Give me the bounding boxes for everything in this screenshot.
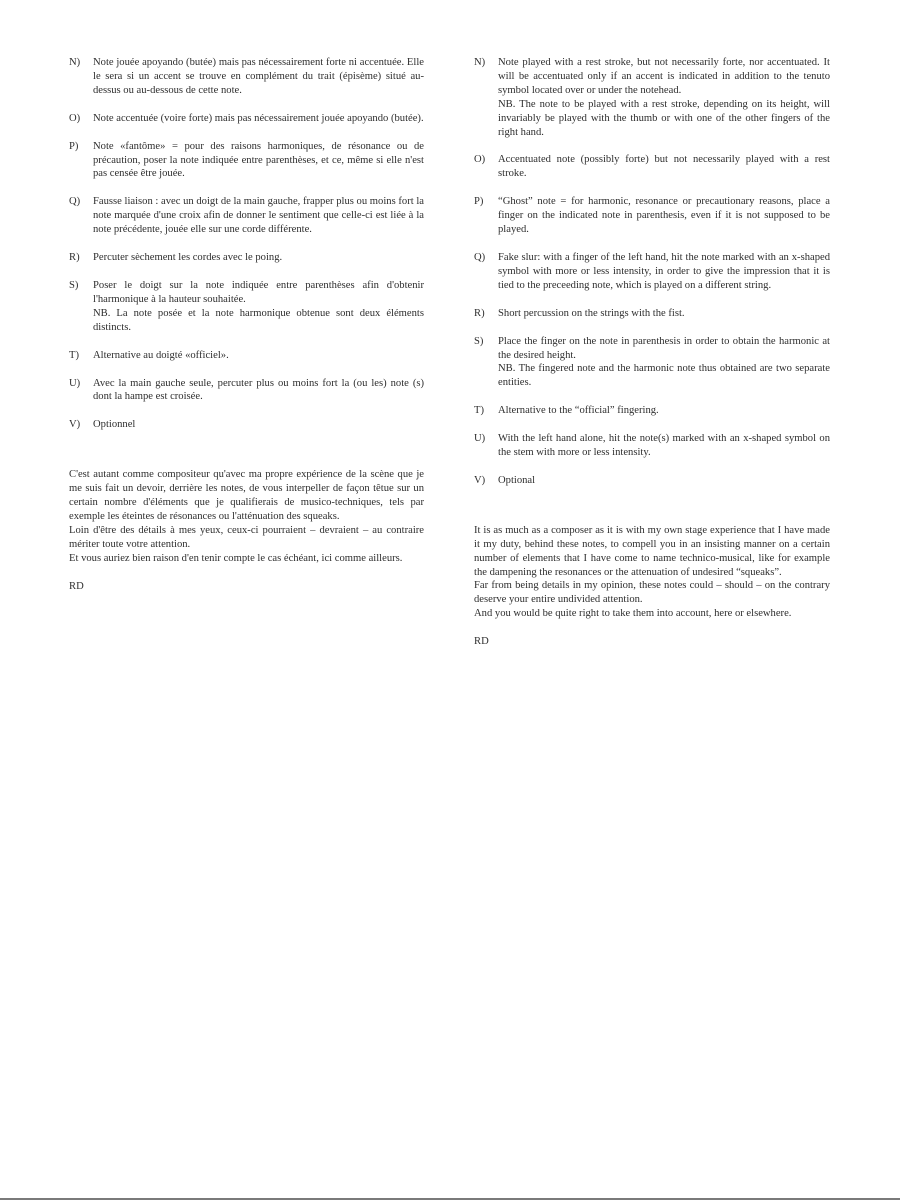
closing-paragraph: Far from being details in my opinion, these notes could – should – on the contrary deserve your entire undivided attention.: [474, 580, 830, 606]
note-letter: P): [69, 140, 79, 152]
note-text: [93, 279, 424, 335]
note-letter: O): [474, 154, 486, 166]
note-letter: P): [474, 196, 484, 208]
note-letter: T): [69, 349, 79, 361]
note-text: [93, 349, 424, 363]
english-closing: [474, 524, 830, 621]
closing-paragraph: Et vous auriez bien raison d'en tenir compte le cas échéant, ici comme ailleurs.: [69, 552, 403, 564]
english-notes-list: [474, 56, 830, 488]
note-line: “Ghost” note = for harmonic, resonance or precautionary reasons, place a finger on the indicated note in parenthesis, even if it is not supposed to be played.: [498, 196, 830, 236]
english-note-v: [474, 474, 830, 488]
note-line: Avec la main gauche seule, percuter plus ou moins fort la (ou les) note (s) dont la hampe est croisée.: [93, 377, 424, 403]
french-note-n: [69, 56, 424, 98]
note-text: [93, 418, 424, 432]
note-letter: N): [69, 57, 81, 68]
note-letter: R): [474, 307, 485, 319]
note-line: Fake slur: with a finger of the left hand, hit the note marked with an x-shaped symbol with more or less intensity, in order to give the impression that it is tied to the preceeding note, which is played on a different string.: [498, 251, 830, 291]
note-line: NB. The note to be played with a rest stroke, depending on its height, will invariably be played with the thumb or with one of the other fingers of the right hand.: [498, 98, 830, 138]
note-text: [498, 56, 830, 139]
french-note-u: [69, 377, 424, 405]
note-text: [93, 195, 424, 237]
french-closing: [69, 468, 424, 565]
french-note-r: [69, 251, 424, 265]
note-line: NB. The fingered note and the harmonic note thus obtained are two separate entities.: [498, 363, 830, 389]
note-text: [498, 404, 830, 418]
note-letter: Q): [69, 196, 81, 208]
note-line: Optionnel: [93, 419, 136, 431]
english-note-o: [474, 153, 830, 181]
english-note-t: [474, 404, 830, 418]
note-line: Note accentuée (voire forte) mais pas nécessairement jouée apoyando (butée).: [93, 112, 424, 124]
note-text: [498, 251, 830, 293]
closing-paragraph: C'est autant comme compositeur qu'avec ma propre expérience de la scène que je me suis fait un devoir, derrière les notes, de vous interpeller de façon têtue sur un certain nombre d'éléments que je qualifierais de musico-techniques, tels par exemple les éteintes de résonances ou l'atténuation des squeaks.: [69, 469, 424, 522]
english-note-n: [474, 56, 830, 139]
note-line: Place the finger on the note in parenthesis in order to obtain the harmonic at the desired height.: [498, 335, 830, 361]
note-text: [498, 153, 830, 181]
note-text: [93, 251, 424, 265]
note-line: Note «fantôme» = pour des raisons harmoniques, de résonance ou de précaution, poser la note indiquée entre parenthèses, et ce, même si elle n'est pas censée être jouée.: [93, 140, 424, 180]
closing-paragraph: It is as much as a composer as it is with my own stage experience that I have made it my duty, behind these notes, to compell you in an insisting manner on a certain number of elements that I have come to name technico-musical, like for example the dampening the resonances or the attenuation of undesired “squeaks”.: [474, 524, 830, 578]
note-letter: S): [69, 279, 79, 291]
closing-paragraph: Loin d'être des détails à mes yeux, ceux-ci pourraient – devraient – au contraire mériter toute votre attention.: [69, 524, 424, 550]
french-note-p: [69, 140, 424, 182]
note-letter: Q): [474, 251, 486, 263]
french-notes-list: [69, 56, 424, 432]
french-signature: RD: [69, 580, 84, 592]
english-note-r: [474, 307, 830, 321]
english-note-p: [474, 195, 830, 237]
note-line: Alternative au doigté «officiel».: [93, 349, 229, 361]
french-column: [69, 56, 424, 593]
note-text: [93, 140, 424, 182]
note-text: [93, 56, 424, 98]
note-letter: T): [474, 405, 484, 417]
english-signature: RD: [474, 636, 489, 648]
english-note-s: [474, 335, 830, 391]
note-line: Alternative to the “official” fingering.: [498, 405, 659, 417]
english-note-q: [474, 251, 830, 293]
note-letter: V): [474, 474, 486, 486]
french-note-s: [69, 279, 424, 335]
english-column: [474, 56, 830, 649]
note-letter: U): [474, 433, 486, 445]
closing-paragraph: And you would be quite right to take them into account, here or elsewhere.: [474, 608, 792, 620]
note-line: NB. La note posée et la note harmonique obtenue sont deux éléments distincts.: [93, 307, 424, 333]
note-letter: R): [69, 252, 80, 264]
note-text: [498, 335, 830, 391]
french-note-t: [69, 349, 424, 363]
note-line: Short percussion on the strings with the fist.: [498, 307, 685, 319]
note-text: [498, 432, 830, 460]
note-line: Accentuated note (possibly forte) but not necessarily played with a rest stroke.: [498, 154, 830, 180]
note-line: Optional: [498, 474, 536, 486]
note-line: Fausse liaison : avec un doigt de la main gauche, frapper plus ou moins fort la note marquée d'une croix afin de donner le sentiment que celle-ci est liée à la note précédente, jouée elle sur une corde différente.: [93, 196, 424, 236]
note-text: [498, 474, 830, 488]
french-note-q: [69, 195, 424, 237]
french-note-o: [69, 112, 424, 126]
note-letter: U): [69, 377, 81, 389]
note-line: Note played with a rest stroke, but not necessarily forte, nor accentuated. It will be accentuated only if an accent is indicated in addition to the tenuto symbol located over or under the notehead.: [498, 57, 830, 96]
note-text: [498, 195, 830, 237]
note-letter: S): [474, 335, 484, 347]
note-text: [93, 377, 424, 405]
english-note-u: [474, 432, 830, 460]
note-letter: N): [474, 57, 486, 68]
note-line: With the left hand alone, hit the note(s) marked with an x-shaped symbol on the stem with more or less intensity.: [498, 433, 830, 459]
note-text: [93, 112, 424, 126]
note-line: Poser le doigt sur la note indiquée entre parenthèses afin d'obtenir l'harmonique à la hauteur souhaitée.: [93, 279, 424, 305]
note-line: Note jouée apoyando (butée) mais pas nécessairement forte ni accentuée. Elle le sera si un accent se trouve en complément du trait (épisème) situé au-dessus ou au-dessous de cette note.: [93, 57, 424, 96]
note-letter: O): [69, 112, 81, 124]
note-letter: V): [69, 419, 81, 431]
french-note-v: [69, 418, 424, 432]
note-text: [498, 307, 830, 321]
note-line: Percuter sèchement les cordes avec le poing.: [93, 252, 283, 264]
